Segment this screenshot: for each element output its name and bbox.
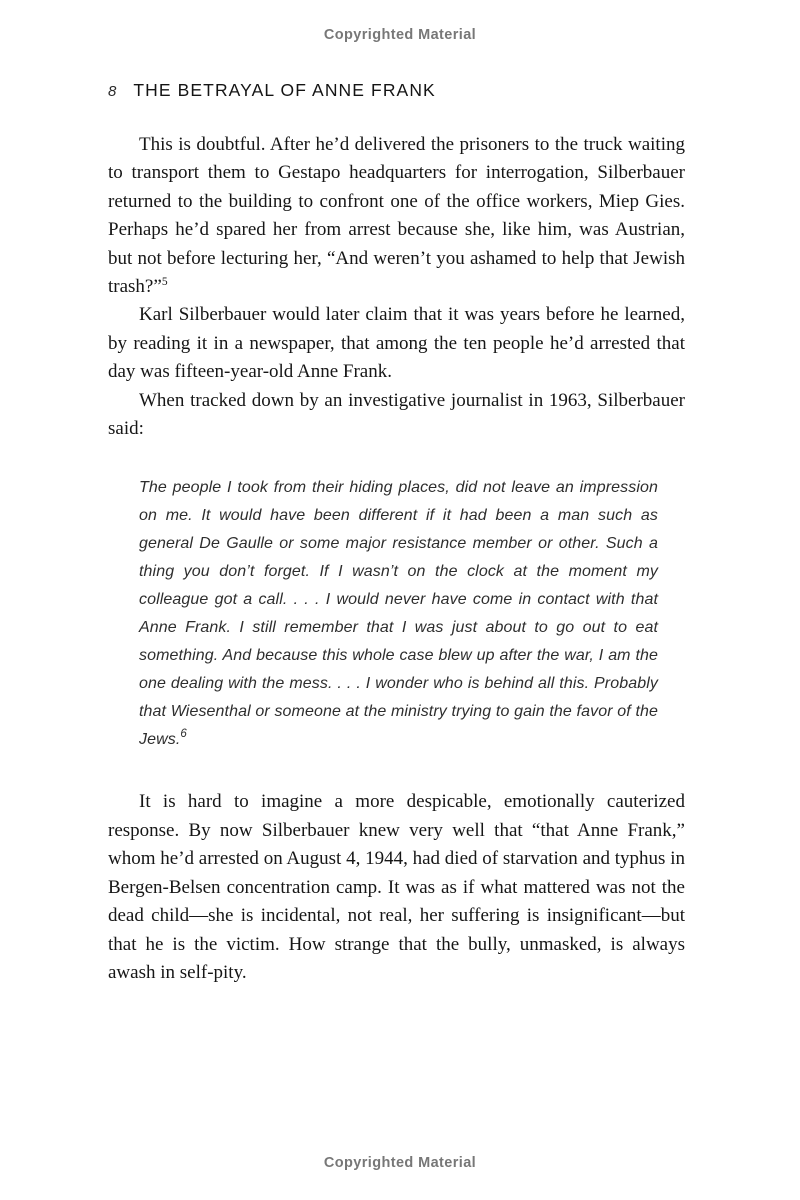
copyright-watermark-bottom: Copyrighted Material — [323, 1155, 477, 1171]
running-head — [108, 80, 685, 101]
page-text-block — [108, 131, 685, 987]
copyright-watermark-top: Copyrighted Material — [323, 27, 477, 43]
silberbauer-quote — [139, 474, 658, 754]
paragraph-1 — [108, 131, 685, 301]
book-title: THE BETRAYAL OF ANNE FRANK — [133, 80, 436, 100]
silberbauer-quote-text: The people I took from their hiding places, did not leave an impression on me. It would have been different if it had been a man such as general De Gaulle or some major resistance member or other. Such a thing you don’t forget. If I wasn’t on the clock at the moment my colleague got a call. . . . I would never have come in contact with that Anne Frank. I still remember that I was just about to go out to eat something. And because this whole case blew up after the war, I am the one dealing with the mess. . . . I wonder who is behind all this. Probably that Wiesenthal or someone at the ministry trying to gain the favor of the Jews. — [139, 479, 658, 749]
paragraph-4 — [108, 788, 685, 987]
paragraph-3-text: When tracked down by an investigative journalist in 1963, Silberbauer said: — [108, 389, 685, 440]
page-number: 8 — [108, 83, 117, 100]
paragraph-2 — [108, 301, 685, 386]
paragraph-3 — [108, 387, 685, 444]
footnote-ref-6: 6 — [180, 728, 187, 741]
footnote-ref-5: 5 — [161, 276, 168, 289]
paragraph-2-text: Karl Silberbauer would later claim that it was years before he learned, by reading it in a newspaper, that among the ten people he’d arrested that day was fifteen-year-old Anne Frank. — [108, 304, 685, 383]
paragraph-1-text: This is doubtful. After he’d delivered the prisoners to the truck waiting to transport them to Gestapo headquarters for interrogation, Silberbauer returned to the building to confront one of the office workers, Miep Gies. Perhaps he’d spared her from arrest because she, like him, was Austrian, but not before lecturing her, “And weren’t you ashamed to help that Jewish trash?” — [108, 134, 685, 298]
paragraph-4-text: It is hard to imagine a more despicable, emotionally cauterized response. By now Silberbauer knew very well that “that Anne Frank,” whom he’d arrested on August 4, 1944, had died of starvation and typhus in Bergen-Belsen concentration camp. It was as if what mattered was not the dead child—she is incidental, not real, her suffering is insignificant—but that he is the victim. How strange that the bully, unmasked, is always awash in self-pity. — [108, 791, 685, 983]
